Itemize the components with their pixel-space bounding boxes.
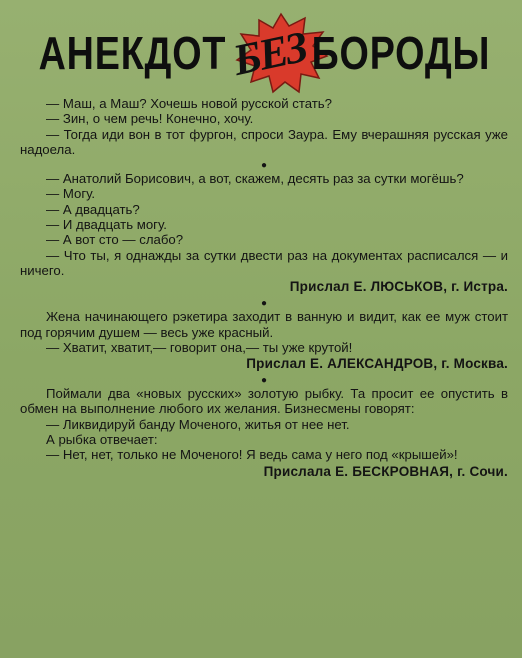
joke-line: — Тогда иди вон в тот фургон, спроси Заура. Ему вчерашняя русская уже надоела. — [20, 126, 508, 157]
joke-line: — И двадцать могу. — [46, 217, 167, 233]
signature: Прислала Е. БЕСКРОВНАЯ, г. Сочи. — [263, 463, 508, 479]
masthead — [20, 10, 508, 96]
joke-3 — [20, 309, 508, 372]
masthead-right-word: БОРОДЫ — [311, 27, 491, 79]
joke-line: — Хватит, хватит,— говорит она,— ты уже крутой! — [46, 339, 353, 355]
stamp-badge — [228, 12, 311, 94]
joke-line: Поймали два «новых русских» золотую рыбку. Та просит ее опустить в обмен на выполнение любого их желания. Бизнесмены говорят: — [20, 386, 508, 417]
joke-line: — Маш, а Маш? Хочешь новой русской стать? — [46, 96, 332, 111]
joke-line: — А вот сто — слабо? — [46, 232, 184, 248]
joke-line: — А двадцать? — [46, 201, 140, 217]
joke-line: — Что ты, я однажды за сутки двести раз на документах расписался — и ничего. — [20, 247, 508, 278]
bullet-separator: ● — [260, 375, 268, 387]
masthead-left-word: АНЕКДОТ — [38, 27, 227, 79]
joke-1 — [20, 96, 508, 157]
joke-2 — [20, 171, 508, 295]
joke-line: — Ликвидируй банду Моченого, житья от нее нет. — [46, 416, 350, 432]
signature: Прислал Е. ЛЮСЬКОВ, г. Истра. — [289, 279, 508, 295]
stamp-text: БЕЗ — [228, 21, 311, 85]
joke-line: Жена начинающего рэкетира заходит в ванную и видит, как ее муж стоит под горячим душем — весь уже красный. — [20, 309, 508, 340]
bullet-separator: ● — [260, 298, 268, 310]
signature: Прислал Е. АЛЕКСАНДРОВ, г. Москва. — [246, 356, 508, 372]
joke-line: — Зин, о чем речь! Конечно, хочу. — [46, 111, 254, 127]
bullet-separator: ● — [260, 160, 268, 172]
joke-line: — Нет, нет, только не Моченого! Я ведь сама у него под «крышей»! — [46, 447, 458, 463]
jokes-body — [20, 96, 508, 480]
joke-4 — [20, 386, 508, 479]
joke-line: — Анатолий Борисович, а вот, скажем, десять раз за сутки могёшь? — [46, 171, 464, 187]
joke-line: А рыбка отвечает: — [46, 432, 158, 448]
joke-line: — Могу. — [46, 186, 96, 202]
